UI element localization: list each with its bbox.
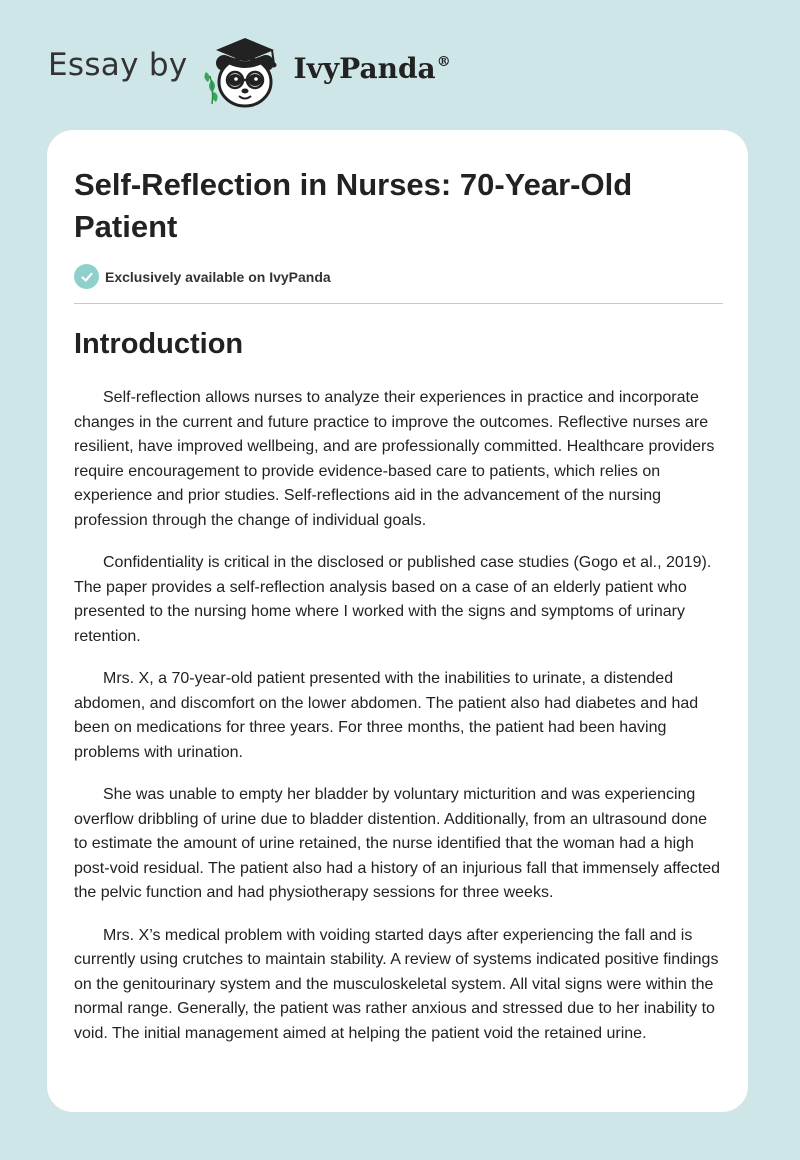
paragraph: She was unable to empty her bladder by voluntary micturition and was experiencing overflow dribbling of urine due to bladder distention. Additionally, from an ultrasound done to estimate the amount of urine retained, the nurse identified that the woman had a high post-void residual. The patient also had a history of an injurious fall that immensely affected the pelvic function and had physiotherapy sessions for three weeks. [74, 786, 720, 901]
registered-mark: ® [436, 53, 451, 70]
check-icon [74, 264, 99, 289]
paragraph: Self-reflection allows nurses to analyze their experiences in practice and incorporate changes in the current and future practice to improve the outcomes. Reflective nurses are resilient, have improved wellbeing, and are professionally committed. Healthcare providers require encouragement to provide evidence-based care to patients, which relies on experience and prior studies. Self-reflections aid in the advancement of the nursing profession through the change of individual goals. [74, 389, 715, 529]
essay-card [47, 130, 748, 1112]
essay-by-label: Essay by [48, 47, 188, 83]
exclusive-badge-label: Exclusively available on IvyPanda [105, 268, 331, 285]
brand-name: IvyPanda [293, 51, 436, 85]
exclusive-badge [74, 264, 331, 289]
brand-logo[interactable] [294, 52, 451, 85]
paragraph: Mrs. X, a 70-year-old patient presented with the inabilities to urinate, a distended abdomen, and discomfort on the lower abdomen. The patient also had diabetes and had been on medications for three years. For three months, the patient had been having problems with urination. [74, 670, 699, 761]
site-header [48, 30, 451, 110]
essay-body [74, 386, 724, 1064]
paragraph: Mrs. X’s medical problem with voiding started days after experiencing the fall and is currently using crutches to maintain stability. A review of systems indicated positive findings on the genitourinary system and the musculoskeletal system. All vital signs were within the normal range. Generally, the patient was rather anxious and stressed due to her inability to void. The initial management aimed at helping the patient void the retained urine. [74, 926, 719, 1042]
section-heading: Introduction [74, 328, 244, 360]
paragraph: Confidentiality is critical in the disclosed or published case studies (Gogo et al., 2019). The paper provides a self-reflection analysis based on a case of an elderly patient who presented to the nursing home where I worked with the signs and symptoms of urinary retention. [74, 554, 712, 645]
divider [74, 303, 723, 304]
page-title: Self-Reflection in Nurses: 70-Year-Old Patient [74, 167, 633, 244]
panda-graduate-icon[interactable] [202, 30, 288, 110]
